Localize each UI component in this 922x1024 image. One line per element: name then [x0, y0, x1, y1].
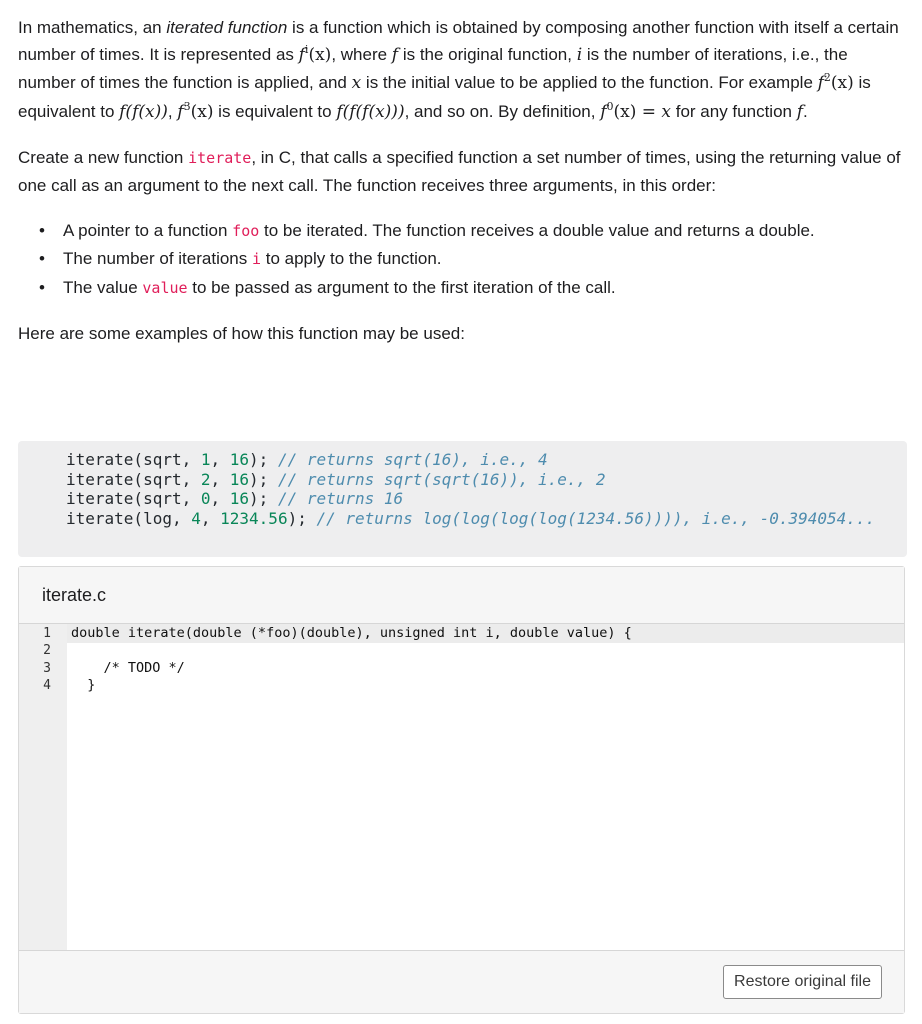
math-x: x — [351, 73, 362, 94]
intro-text: is equivalent to — [213, 101, 337, 121]
intro-text: , and so on. By definition, — [404, 101, 601, 121]
task-paragraph — [18, 144, 910, 199]
code-line[interactable]: } — [71, 677, 96, 693]
bullet-icon: • — [39, 249, 45, 269]
math-fi: $f^i(x)$ — [298, 43, 332, 66]
list-item: • A pointer to a function foo to be iterated. The function receives a double value and returns a double. — [18, 217, 910, 245]
line-number: 1 — [43, 626, 51, 641]
example-code-block — [18, 441, 907, 557]
example-code — [66, 450, 875, 528]
inline-code-value: value — [142, 278, 188, 297]
editor-header — [19, 567, 904, 623]
argument-list — [18, 217, 910, 302]
intro-text: is the number of iterations, i.e., the number of times the function is applied, and — [18, 45, 848, 93]
inline-code-i: i — [251, 250, 262, 269]
math-ffx: f(f(x)) — [119, 101, 168, 122]
example-line: iterate(sqrt, 1, 16); // returns sqrt(16), i.e., 4 — [66, 450, 548, 469]
intro-term: iterated function — [166, 18, 288, 37]
line-number: 4 — [43, 678, 51, 693]
inline-code-foo: foo — [232, 222, 260, 241]
intro-text: is the initial value to be applied to the function. For example — [361, 73, 818, 93]
intro-text: is equivalent to — [18, 73, 871, 121]
intro-text: . — [803, 101, 808, 121]
line-number: 2 — [43, 643, 51, 658]
restore-original-file-button[interactable]: Restore original file — [723, 965, 882, 999]
example-line: iterate(sqrt, 0, 16); // returns 16 — [66, 489, 404, 508]
example-line: iterate(log, 4, 1234.56); // returns log(log(log(log(1234.56)))), i.e., -0.394054... — [66, 508, 876, 528]
inline-code-iterate: iterate — [188, 148, 252, 167]
intro-text: is a function which is obtained by composing another function with itself a certain number of times. It is represented as — [18, 18, 899, 65]
bullet-icon: • — [39, 221, 45, 241]
code-editor — [18, 566, 905, 1014]
intro-text: for any function — [671, 101, 797, 121]
example-line: iterate(sqrt, 2, 16); // returns sqrt(sqrt(16)), i.e., 2 — [66, 469, 606, 489]
intro-text: , — [167, 101, 178, 121]
bullet-icon: • — [39, 277, 45, 297]
examples-intro: Here are some examples of how this function may be used: — [18, 323, 465, 343]
task-text: , in C, that calls a specified function a set number of times, using the returning value of one call as an argument to the next call. The function receives three arguments, in this order: — [18, 147, 901, 196]
math-f0: $f^0(x) = x$ — [600, 99, 672, 122]
code-line[interactable]: /* TODO */ — [71, 660, 185, 676]
intro-text: In mathematics, an — [18, 18, 167, 37]
code-area[interactable] — [19, 623, 904, 951]
code-line[interactable]: double iterate(double (*foo)(double), unsigned int i, double value) { — [71, 625, 632, 641]
editor-footer — [19, 951, 904, 1013]
math-f3: $f^3(x)$ — [177, 99, 214, 122]
math-i: i — [576, 45, 583, 66]
editor-filename: iterate.c — [42, 585, 107, 605]
list-item: • The value value to be passed as argument to the first iteration of the call. — [18, 274, 910, 302]
math-fffx: f(f(f(x))) — [336, 101, 405, 122]
task-text: Create a new function — [18, 147, 189, 167]
math-f2: $f^2(x)$ — [817, 71, 854, 94]
intro-text: , where — [331, 45, 392, 65]
math-f: f — [796, 101, 803, 122]
intro-text: is the original function, — [398, 45, 577, 65]
line-number: 3 — [43, 661, 51, 676]
list-item: • The number of iterations i to apply to the function. — [18, 245, 910, 273]
problem-statement — [18, 14, 910, 347]
math-f: f — [391, 45, 399, 66]
intro-paragraph — [18, 14, 910, 126]
